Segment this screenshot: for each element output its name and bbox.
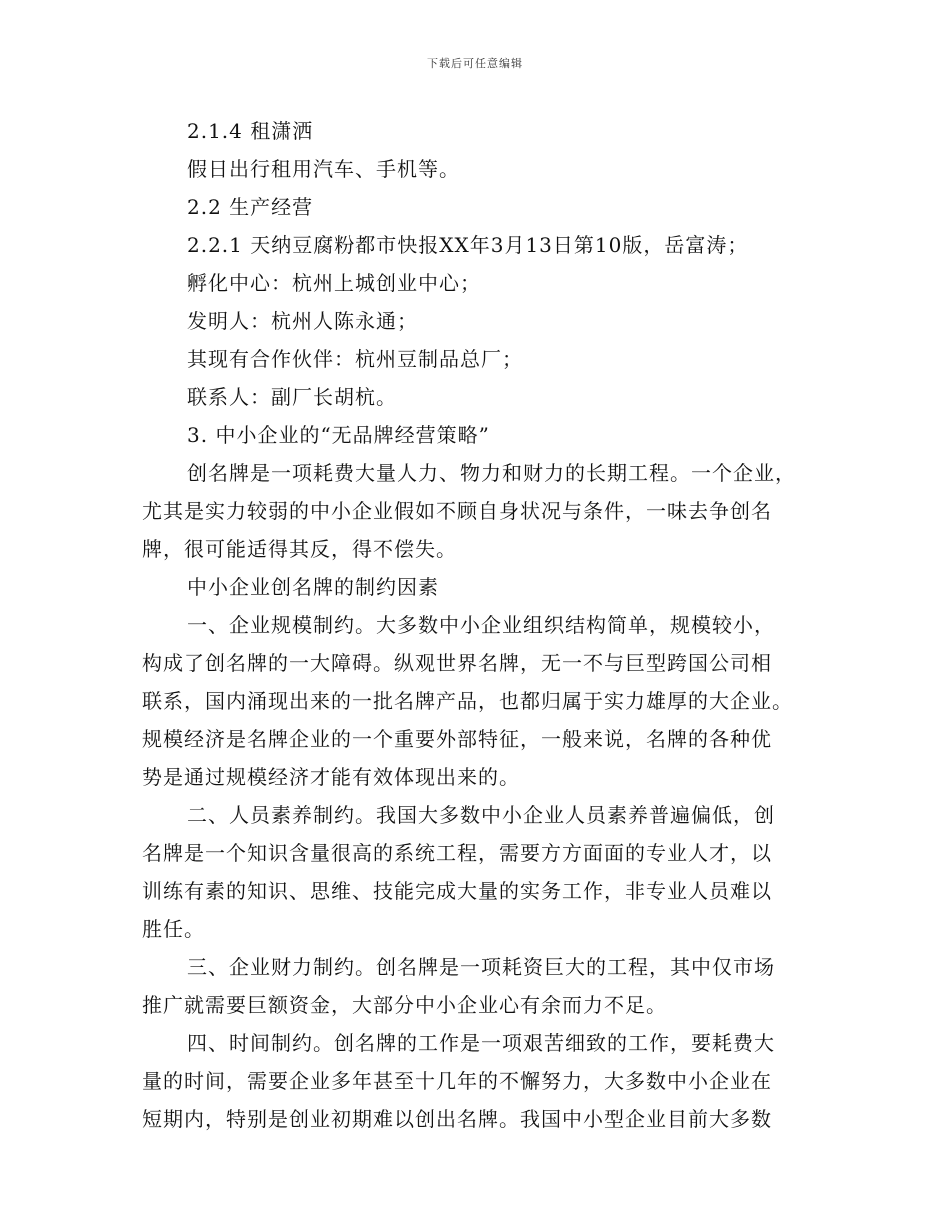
text-line: 其现有合作伙伴：杭州豆制品总厂； [187, 347, 523, 371]
text-line: 2.2.1 天纳豆腐粉都市快报XX年3月13日第10版，岳富涛； [187, 233, 749, 257]
document-body [142, 112, 814, 1138]
page-header-note: 下载后可任意编辑 [427, 57, 523, 70]
text-line: 联系，国内涌现出来的一批名牌产品，也都归属于实力雄厚的大企业。 [142, 689, 793, 713]
text-line: 势是通过规模经济才能有效体现出来的。 [142, 765, 520, 789]
text-line: 推广就需要巨额资金，大部分中小企业心有余而力不足。 [142, 993, 667, 1017]
subsection-heading: 中小企业创名牌的制约因素 [187, 575, 439, 599]
text-line: 创名牌是一项耗费大量人力、物力和财力的长期工程。一个企业， [187, 461, 796, 485]
text-line: 牌，很可能适得其反，得不偿失。 [142, 537, 457, 561]
text-line: 胜任。 [142, 917, 205, 941]
text-line: 量的时间，需要企业多年甚至十几年的不懈努力，大多数中小企业在 [142, 1069, 772, 1093]
text-line: 联系人：副厂长胡杭。 [187, 385, 397, 409]
text-line: 规模经济是名牌企业的一个重要外部特征，一般来说，名牌的各种优 [142, 727, 772, 751]
text-line: 发明人：杭州人陈永通； [187, 309, 418, 333]
text-line: 尤其是实力较弱的中小企业假如不顾自身状况与条件，一味去争创名 [142, 499, 772, 523]
text-line: 2.1.4 租潇洒 [187, 119, 314, 143]
text-line: 一、企业规模制约。大多数中小企业组织结构简单，规模较小， [187, 613, 775, 637]
text-line: 假日出行租用汽车、手机等。 [187, 157, 460, 181]
text-line: 2.2 生产经营 [187, 195, 314, 219]
text-line: 二、人员素养制约。我国大多数中小企业人员素养普遍偏低，创 [187, 803, 775, 827]
text-line: 孵化中心：杭州上城创业中心； [187, 271, 481, 295]
text-line: 训练有素的知识、思维、技能完成大量的实务工作，非专业人员难以 [142, 879, 772, 903]
text-line: 三、企业财力制约。创名牌是一项耗资巨大的工程，其中仅市场 [187, 955, 775, 979]
text-line: 构成了创名牌的一大障碍。纵观世界名牌，无一不与巨型跨国公司相 [142, 651, 772, 675]
text-line: 名牌是一个知识含量很高的系统工程，需要方方面面的专业人才，以 [142, 841, 772, 865]
text-line: 短期内，特别是创业初期难以创出名牌。我国中小型企业目前大多数 [142, 1107, 772, 1131]
section-heading: 3. 中小企业的“无品牌经营策略” [187, 423, 490, 447]
text-line: 四、时间制约。创名牌的工作是一项艰苦细致的工作，要耗费大 [187, 1031, 775, 1055]
